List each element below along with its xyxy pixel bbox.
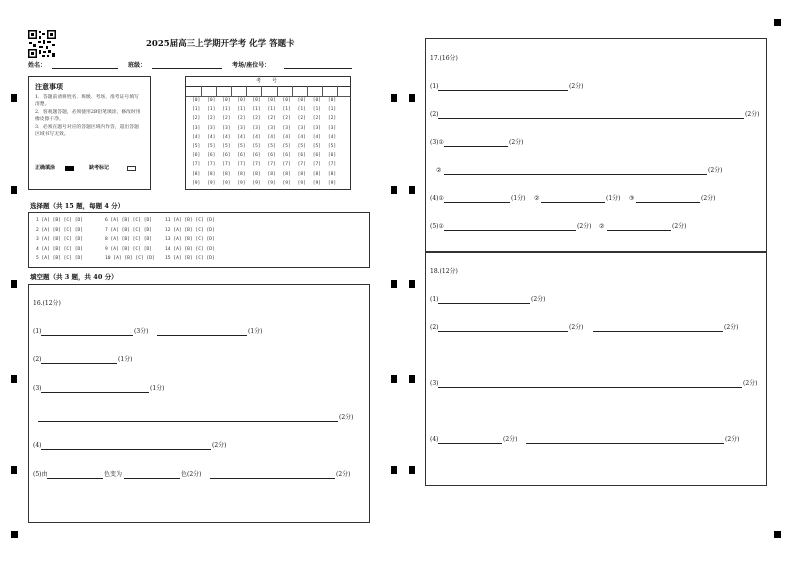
correct-fill-sample: [65, 166, 74, 171]
q16-score: (1分): [248, 328, 263, 335]
timing-mark: [11, 186, 17, 194]
exam-number-bubble[interactable]: [1]: [297, 107, 306, 113]
timing-mark: [11, 94, 17, 102]
exam-number-bubble[interactable]: [8]: [252, 171, 261, 177]
exam-number-bubble[interactable]: [8]: [267, 171, 276, 177]
seat-label: 考场/座位号：: [232, 62, 271, 69]
q17-part-label: (4)①: [430, 195, 444, 202]
q18-blank[interactable]: [438, 387, 742, 388]
exam-number-bubble[interactable]: [2]: [312, 116, 322, 122]
exam-number-bubble[interactable]: [2]: [207, 116, 216, 122]
timing-mark: [409, 375, 415, 383]
q16-part-label: (2): [33, 356, 42, 363]
timing-mark: [11, 375, 17, 383]
mc-question-row[interactable]: 3 [A] [B] [C] [D]: [36, 237, 84, 243]
q17-blank[interactable]: [444, 174, 707, 175]
exam-number-bubble[interactable]: [4]: [237, 134, 246, 140]
exam-number-bubble[interactable]: [6]: [252, 153, 261, 159]
q17-blank[interactable]: [541, 202, 605, 203]
exam-number-write-cell[interactable]: [231, 86, 247, 96]
q17-title: 17.(16分): [430, 55, 458, 62]
mc-question-row[interactable]: 6 [A] [B] [C] [D]: [105, 218, 153, 223]
q16-blank[interactable]: [38, 421, 338, 422]
exam-number-bubble[interactable]: [6]: [327, 153, 337, 159]
q17-blank[interactable]: [636, 202, 700, 203]
exam-number-bubble[interactable]: [3]: [252, 125, 261, 131]
exam-number-bubble[interactable]: [4]: [282, 134, 291, 140]
exam-number-bubble[interactable]: [0]: [252, 98, 261, 103]
q16-score: (1分): [118, 356, 133, 363]
exam-number-bubble[interactable]: [3]: [282, 125, 291, 131]
exam-number-bubble[interactable]: [8]: [237, 171, 246, 177]
mc-question-row[interactable]: 4 [A] [B] [C] [D]: [36, 246, 84, 252]
q17-score: (1分): [511, 195, 526, 202]
q17-part-label: (1): [430, 83, 439, 90]
q16-score: (2分): [339, 414, 354, 421]
exam-number-bubble[interactable]: [6]: [312, 153, 322, 159]
q18-part-label: (1): [430, 296, 439, 303]
exam-number-bubble[interactable]: [9]: [222, 180, 231, 186]
q18-score: (2分): [725, 436, 740, 443]
notice-item: 1．答题前请将姓名、班级、考场、准考证号填写清楚。: [35, 95, 139, 108]
exam-number-bubble[interactable]: [8]: [282, 171, 291, 177]
exam-number-bubble[interactable]: [9]: [282, 180, 291, 186]
q16-blank[interactable]: [41, 449, 211, 450]
exam-number-bubble[interactable]: [6]: [207, 153, 216, 159]
q18-score: (2分): [531, 296, 546, 303]
q17-blank[interactable]: [438, 118, 744, 119]
exam-number-bubble[interactable]: [0]: [312, 98, 322, 103]
exam-number-bubble[interactable]: [9]: [252, 180, 261, 186]
timing-mark: [391, 466, 397, 474]
exam-number-bubble[interactable]: [1]: [282, 107, 291, 113]
mc-question-row[interactable]: 7 [A] [B] [C] [D]: [105, 227, 153, 233]
exam-number-bubble[interactable]: [0]: [237, 98, 246, 103]
q18-blank[interactable]: [593, 331, 723, 332]
q17-score: (2分): [569, 83, 584, 90]
q16-part-label: (4): [33, 442, 42, 449]
exam-number-bubble[interactable]: [5]: [237, 144, 246, 149]
exam-number-label: 考 号: [186, 77, 350, 87]
exam-number-bubble[interactable]: [5]: [312, 144, 322, 149]
q16-score: (3分): [134, 328, 149, 335]
q18-title: 18.(12分): [430, 268, 458, 275]
class-label: 班级：: [128, 62, 147, 69]
exam-number-grid: [185, 76, 351, 190]
mc-question-row[interactable]: 15 [A] [B] [C] [D]: [165, 256, 215, 262]
exam-number-bubble[interactable]: [7]: [267, 162, 276, 168]
exam-number-bubble[interactable]: [4]: [207, 134, 216, 140]
q17-score: (2分): [745, 111, 760, 118]
q17-blank[interactable]: [444, 230, 576, 231]
timing-mark: [409, 186, 415, 194]
exam-number-bubble[interactable]: [1]: [327, 107, 337, 113]
page-title: 2025届高三上学期开学考 化学 答题卡: [146, 39, 295, 49]
q16-answer-box: [28, 284, 370, 523]
exam-number-bubble[interactable]: [3]: [192, 125, 201, 131]
q17-part-label: ②: [534, 195, 540, 202]
q18-blank[interactable]: [526, 443, 724, 444]
q17-score: (2分): [701, 195, 716, 202]
timing-mark: [391, 186, 397, 194]
name-label: 姓名：: [28, 62, 47, 69]
exam-number-bubble[interactable]: [5]: [282, 144, 291, 149]
q17-score: (2分): [708, 167, 723, 174]
q17-score: (1分): [606, 195, 621, 202]
exam-number-bubble[interactable]: [8]: [327, 171, 337, 177]
absent-mark-label: 缺考标记: [89, 165, 110, 171]
exam-number-bubble[interactable]: [2]: [222, 116, 231, 122]
exam-number-bubble[interactable]: [5]: [327, 144, 337, 149]
mc-question-row[interactable]: 10 [A] [B] [C] [D]: [105, 256, 155, 262]
class-field[interactable]: [152, 68, 222, 69]
exam-number-bubble[interactable]: [2]: [237, 116, 246, 122]
exam-number-bubble[interactable]: [1]: [207, 107, 216, 113]
mc-question-row[interactable]: 8 [A] [B] [C] [D]: [105, 237, 153, 243]
q18-part-label: (2): [430, 324, 439, 331]
exam-number-write-cell[interactable]: [201, 86, 217, 96]
q18-score: (2分): [569, 324, 584, 331]
notice-title: 注意事项: [35, 82, 63, 91]
exam-number-bubble[interactable]: [0]: [192, 98, 201, 103]
exam-number-write-cell[interactable]: [261, 86, 277, 96]
exam-number-bubble[interactable]: [7]: [327, 162, 337, 168]
exam-number-bubble[interactable]: [2]: [267, 116, 276, 122]
exam-number-write-cell[interactable]: [337, 86, 352, 96]
exam-number-bubble[interactable]: [5]: [297, 144, 306, 149]
fill-section-title: 填空题（共 3 题，共 40 分）: [30, 273, 118, 281]
q17-part-label: (3)①: [430, 139, 444, 146]
exam-number-bubble[interactable]: [3]: [222, 125, 231, 131]
q18-blank[interactable]: [438, 443, 502, 444]
exam-number-bubble[interactable]: [7]: [222, 162, 231, 168]
exam-number-bubble[interactable]: [4]: [312, 134, 322, 140]
exam-number-bubble[interactable]: [8]: [192, 171, 201, 177]
qr-code-icon: [28, 30, 56, 58]
q17-score: (2分): [577, 223, 592, 230]
exam-number-bubble[interactable]: [8]: [297, 171, 306, 177]
q16-score: (2分): [212, 442, 227, 449]
exam-number-bubble[interactable]: [5]: [207, 144, 216, 149]
exam-number-bubble[interactable]: [6]: [192, 153, 201, 159]
exam-number-bubble[interactable]: [1]: [312, 107, 322, 113]
q16-title: 16.(12分): [33, 300, 61, 307]
exam-number-bubble[interactable]: [5]: [192, 144, 201, 149]
mc-question-row[interactable]: 14 [A] [B] [C] [D]: [165, 246, 215, 252]
mc-question-row[interactable]: 11 [A] [B] [C] [D]: [165, 218, 215, 223]
timing-mark: [409, 466, 415, 474]
timing-mark: [11, 280, 17, 288]
exam-number-bubble[interactable]: [4]: [327, 134, 337, 140]
q16-blank[interactable]: [41, 363, 117, 364]
exam-number-bubble[interactable]: [8]: [222, 171, 231, 177]
exam-number-write-cell[interactable]: [216, 86, 232, 96]
q18-score: (2分): [503, 436, 518, 443]
exam-number-bubble[interactable]: [7]: [297, 162, 306, 168]
exam-number-bubble[interactable]: [1]: [267, 107, 276, 113]
mc-question-row[interactable]: 12 [A] [B] [C] [D]: [165, 227, 215, 233]
exam-number-bubble[interactable]: [2]: [192, 116, 201, 122]
exam-number-bubble[interactable]: [7]: [252, 162, 261, 168]
exam-number-bubble[interactable]: [5]: [252, 144, 261, 149]
corner-mark-top-right: [774, 19, 781, 26]
q17-part-label: (2): [430, 111, 439, 118]
exam-number-bubble[interactable]: [4]: [252, 134, 261, 140]
exam-number-bubble[interactable]: [9]: [267, 180, 276, 186]
timing-mark: [11, 466, 17, 474]
q17-part-label: ②: [436, 167, 442, 174]
exam-number-bubble[interactable]: [0]: [327, 98, 337, 103]
mc-question-row[interactable]: 13 [A] [B] [C] [D]: [165, 237, 215, 243]
exam-number-bubble[interactable]: [1]: [237, 107, 246, 113]
exam-number-bubble[interactable]: [7]: [192, 162, 201, 168]
corner-mark-bottom-right: [774, 531, 781, 538]
mc-question-row[interactable]: 1 [A] [B] [C] [D]: [36, 218, 84, 223]
exam-number-bubble[interactable]: [0]: [282, 98, 291, 103]
notice-box: [28, 76, 151, 190]
q17-score: (2分): [509, 139, 524, 146]
q16-blank[interactable]: [210, 478, 335, 479]
exam-number-bubble[interactable]: [3]: [267, 125, 276, 131]
mc-question-row[interactable]: 5 [A] [B] [C] [D]: [36, 256, 84, 262]
timing-mark: [409, 280, 415, 288]
q16-score: (2分): [336, 471, 351, 478]
exam-number-bubble[interactable]: [0]: [267, 98, 276, 103]
q18-answer-box: [425, 252, 767, 486]
q17-blank[interactable]: [444, 202, 510, 203]
exam-number-bubble[interactable]: [0]: [207, 98, 216, 103]
exam-number-bubble[interactable]: [1]: [252, 107, 261, 113]
exam-number-bubble[interactable]: [1]: [222, 107, 231, 113]
q16-part-label: (5)由: [33, 471, 48, 478]
notice-item: 2．客观题答题，必须使用2B铅笔填涂，修改时用橡皮擦干净。: [35, 109, 141, 123]
mc-section-title: 选择题（共 15 题，每题 4 分）: [30, 202, 125, 210]
q16-score: (1分): [150, 385, 165, 392]
exam-number-bubble[interactable]: [6]: [267, 153, 276, 159]
exam-number-write-cell[interactable]: [322, 86, 338, 96]
notice-item: 3．必须在题号对应的答题区域内作答，超出答题区域书写无效。: [35, 124, 139, 138]
mc-question-row[interactable]: 9 [A] [B] [C] [D]: [105, 246, 153, 252]
exam-number-bubble[interactable]: [6]: [237, 153, 246, 159]
exam-number-bubble[interactable]: [3]: [297, 125, 306, 131]
exam-number-bubble[interactable]: [0]: [222, 98, 231, 103]
q17-score: (2分): [672, 223, 687, 230]
mc-answer-box: [28, 212, 370, 268]
corner-mark-bottom-left: [11, 531, 18, 538]
correct-fill-label: 正确填涂: [35, 165, 56, 171]
q17-blank[interactable]: [607, 230, 671, 231]
q18-part-label: (3): [430, 380, 439, 387]
exam-number-bubble[interactable]: [6]: [297, 153, 306, 159]
exam-number-bubble[interactable]: [2]: [297, 116, 306, 122]
exam-number-bubble[interactable]: [9]: [312, 180, 322, 186]
q16-part-label: (3): [33, 385, 42, 392]
exam-number-bubble[interactable]: [9]: [327, 180, 337, 186]
exam-number-bubble[interactable]: [4]: [222, 134, 231, 140]
exam-number-divider: [186, 96, 350, 97]
exam-number-bubble[interactable]: [6]: [282, 153, 291, 159]
q16-blank[interactable]: [41, 392, 149, 393]
name-field[interactable]: [52, 68, 118, 69]
exam-number-write-cell[interactable]: [307, 86, 323, 96]
exam-number-write-cell[interactable]: [277, 86, 293, 96]
q16-part-label: (1): [33, 328, 42, 335]
exam-number-bubble[interactable]: [8]: [207, 171, 216, 177]
exam-number-bubble[interactable]: [5]: [267, 144, 276, 149]
exam-number-bubble[interactable]: [9]: [297, 180, 306, 186]
q16-blank[interactable]: [157, 335, 247, 336]
q18-blank[interactable]: [438, 303, 530, 304]
q18-score: (2分): [743, 380, 758, 387]
timing-mark: [409, 94, 415, 102]
q16-text: 色(2分): [181, 471, 202, 478]
mc-question-row[interactable]: 2 [A] [B] [C] [D]: [36, 227, 84, 233]
q17-part-label: ②: [599, 223, 605, 230]
exam-number-bubble[interactable]: [8]: [312, 171, 322, 177]
q18-part-label: (4): [430, 436, 439, 443]
timing-mark: [391, 280, 397, 288]
exam-number-bubble[interactable]: [0]: [297, 98, 306, 103]
q18-score: (2分): [724, 324, 739, 331]
q17-blank[interactable]: [444, 146, 508, 147]
exam-number-bubble[interactable]: [7]: [237, 162, 246, 168]
exam-number-write-cell[interactable]: [292, 86, 308, 96]
q17-part-label: ③: [629, 195, 635, 202]
q16-blank[interactable]: [41, 335, 133, 336]
timing-mark: [391, 375, 397, 383]
q16-blank[interactable]: [47, 478, 103, 479]
exam-number-bubble[interactable]: [4]: [267, 134, 276, 140]
q16-text: 色变为: [104, 471, 123, 478]
exam-number-bubble[interactable]: [9]: [207, 180, 216, 186]
exam-number-bubble[interactable]: [2]: [327, 116, 337, 122]
exam-number-bubble[interactable]: [2]: [282, 116, 291, 122]
exam-number-bubble[interactable]: [4]: [297, 134, 306, 140]
q17-answer-box: [425, 38, 767, 252]
exam-number-bubble[interactable]: [7]: [207, 162, 216, 168]
exam-number-bubble[interactable]: [4]: [192, 134, 201, 140]
exam-number-bubble[interactable]: [2]: [252, 116, 261, 122]
seat-field[interactable]: [284, 68, 352, 69]
q18-blank[interactable]: [438, 331, 568, 332]
q17-part-label: (5)①: [430, 223, 444, 230]
exam-number-bubble[interactable]: [3]: [237, 125, 246, 131]
exam-number-write-cell[interactable]: [186, 86, 202, 96]
exam-number-bubble[interactable]: [7]: [312, 162, 322, 168]
exam-number-bubble[interactable]: [3]: [312, 125, 322, 131]
exam-number-bubble[interactable]: [9]: [237, 180, 246, 186]
exam-number-bubble[interactable]: [3]: [327, 125, 337, 131]
q17-blank[interactable]: [438, 90, 568, 91]
absent-mark-box[interactable]: [127, 166, 136, 171]
exam-number-bubble[interactable]: [9]: [192, 180, 201, 186]
timing-mark: [391, 94, 397, 102]
exam-number-bubble[interactable]: [6]: [222, 153, 231, 159]
exam-number-bubble[interactable]: [5]: [222, 144, 231, 149]
q16-blank[interactable]: [124, 478, 180, 479]
exam-number-bubble[interactable]: [7]: [282, 162, 291, 168]
exam-number-bubble[interactable]: [1]: [192, 107, 201, 113]
exam-number-write-cell[interactable]: [246, 86, 262, 96]
exam-number-bubble[interactable]: [3]: [207, 125, 216, 131]
